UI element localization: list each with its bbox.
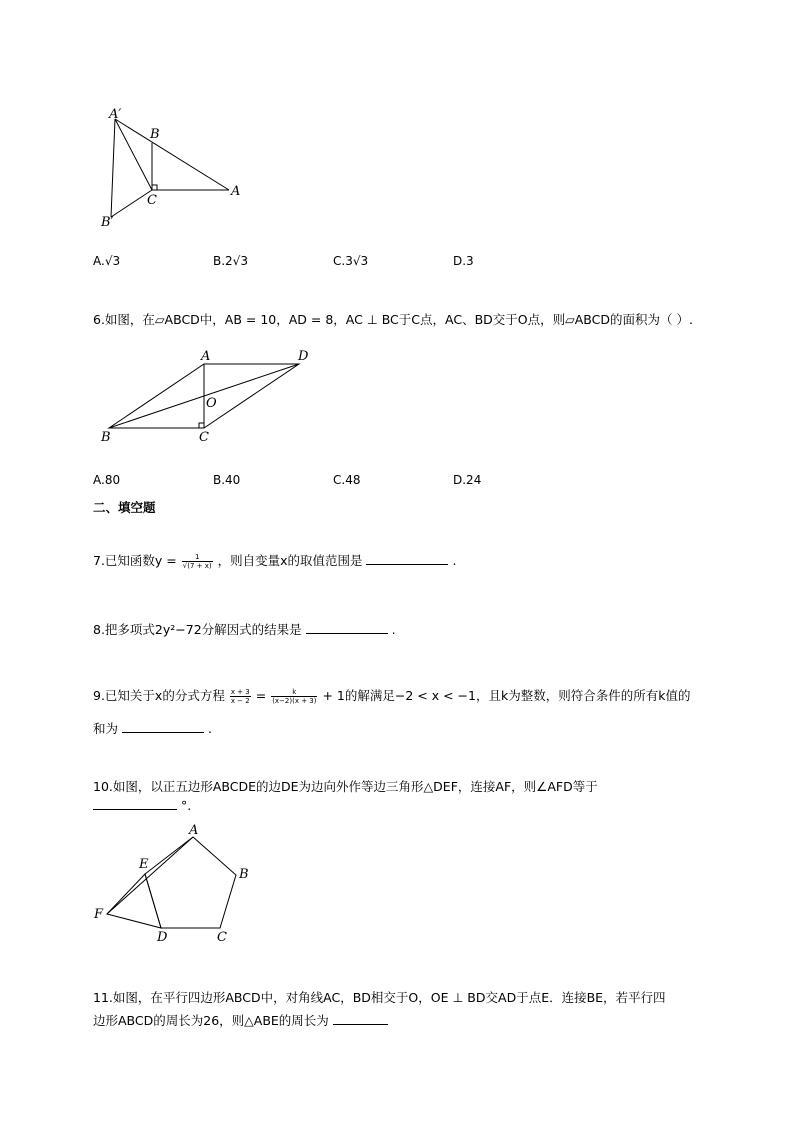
q11-line1: 11.如图，在平行四边形ABCD中，对角线AC，BD相交于O，OE ⊥ BD交AD于点E．连接BE，若平行四 <box>93 990 666 1005</box>
label-a: A <box>231 184 241 199</box>
figure-q10 <box>90 820 260 945</box>
q5-option-d: D.3 <box>453 254 474 268</box>
label-c: C <box>199 430 209 445</box>
q7-fraction <box>182 553 213 570</box>
q9-line2 <box>93 719 212 737</box>
label-c: C <box>217 930 227 945</box>
q11-line2 <box>93 1011 388 1029</box>
figure-q6 <box>95 345 325 445</box>
q5-option-a: A.√3 <box>93 254 121 268</box>
figure-q5 <box>95 105 255 230</box>
q6-option-d: D.24 <box>453 473 482 487</box>
label-a: A <box>201 349 211 364</box>
q7-line <box>93 551 456 570</box>
q6-stem: 6.如图，在▱ABCD中，AB = 10，AD = 8，AC ⊥ BC于C点，AC、BD交于O点，则▱ABCD的面积为（ ）. <box>93 312 693 327</box>
label-a: A <box>189 823 199 838</box>
q9-answer-blank[interactable] <box>122 720 204 733</box>
q9-frac2-numerator: k <box>292 688 297 696</box>
label-o: O <box>206 396 217 411</box>
q10-end: °. <box>180 798 192 813</box>
q6-option-a: A.80 <box>93 473 121 487</box>
q7-end: . <box>452 553 457 568</box>
q7-numerator: 1 <box>194 553 200 561</box>
q8-text: 8.把多项式2y²−72分解因式的结果是 <box>93 622 302 637</box>
q7-text-pre: 7.已知函数y = <box>93 553 177 568</box>
q9-fraction-2 <box>271 688 317 705</box>
right-angle-mark <box>199 423 204 428</box>
right-angle-mark <box>152 185 157 190</box>
q10-line1: 10.如图，以正五边形ABCDE的边DE为边向外作等边三角形△DEF，连接AF，则∠AFD等于 <box>93 779 598 794</box>
q6-option-b: B.40 <box>213 473 241 487</box>
label-a-prime: A′ <box>109 107 122 122</box>
pentagon-abcde <box>145 837 236 928</box>
q9-line1 <box>93 686 690 705</box>
q5-option-c: C.3√3 <box>333 254 369 268</box>
q9-frac1-numerator: x + 3 <box>230 688 250 696</box>
q9-text-pre: 9.已知关于x的分式方程 <box>93 688 225 703</box>
q9-end: . <box>207 721 212 736</box>
triangle-def <box>107 874 161 928</box>
q9-text-post: + 1的解满足−2 < x < −1，且k为整数，则符合条件的所有k值的 <box>322 688 691 703</box>
q6-option-c: C.48 <box>333 473 361 487</box>
label-d: D <box>157 930 168 945</box>
segment-a1a <box>115 119 229 190</box>
q9-frac2-denominator: (x−2)(x + 3) <box>272 697 317 705</box>
segment-b1c <box>111 190 152 217</box>
label-e: E <box>139 857 149 872</box>
q10-line2 <box>93 797 191 813</box>
q7-denominator: √(7 + x) <box>182 562 212 570</box>
q7-text-post: ，则自变量x的取值范围是 <box>217 553 363 568</box>
label-f: F <box>94 907 104 922</box>
q11-answer-blank[interactable] <box>333 1012 388 1025</box>
label-b: B <box>101 430 111 445</box>
segment-a1c <box>115 119 152 190</box>
q8-end: . <box>391 622 396 637</box>
q9-fraction-1 <box>230 688 251 705</box>
q10-answer-blank[interactable] <box>93 797 177 810</box>
q7-answer-blank[interactable] <box>366 552 448 565</box>
label-b: B <box>150 127 160 142</box>
q5-option-b: B.2√3 <box>213 254 248 268</box>
segment-a1b1 <box>111 119 115 217</box>
label-d: D <box>298 349 309 364</box>
q9-frac1-denominator: x − 2 <box>230 697 250 705</box>
label-b-prime: B′ <box>101 215 114 230</box>
segment-af <box>107 837 193 914</box>
q8-answer-blank[interactable] <box>306 621 388 634</box>
q9-line2-text: 和为 <box>93 721 119 736</box>
q8-line <box>93 620 396 638</box>
q9-equals: = <box>255 688 267 703</box>
section-heading: 二、填空题 <box>93 500 156 515</box>
q11-line2-text: 边形ABCD的周长为26，则△ABE的周长为 <box>93 1013 329 1028</box>
label-b: B <box>239 867 249 882</box>
label-c: C <box>147 193 157 208</box>
